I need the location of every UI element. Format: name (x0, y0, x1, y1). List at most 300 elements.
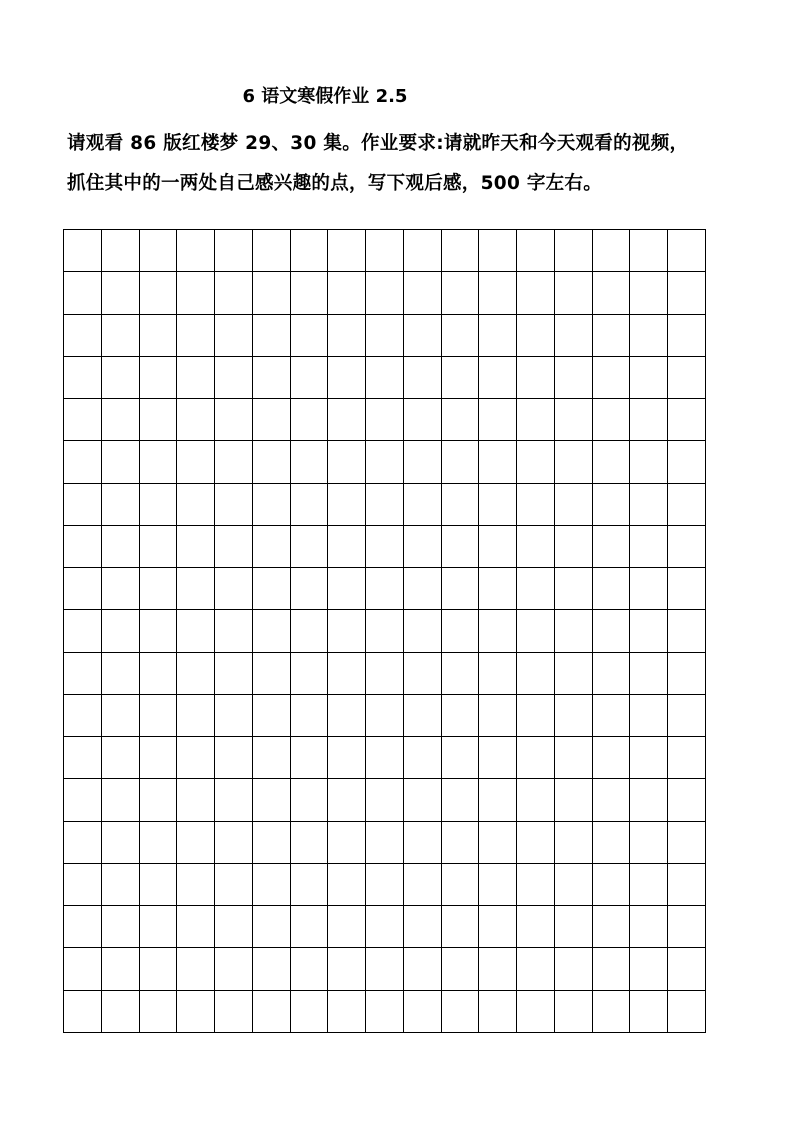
grid-cell[interactable] (215, 653, 253, 695)
grid-cell[interactable] (593, 315, 631, 357)
grid-cell[interactable] (64, 357, 102, 399)
grid-cell[interactable] (668, 906, 706, 948)
grid-cell[interactable] (64, 864, 102, 906)
grid-cell[interactable] (102, 568, 140, 610)
grid-cell[interactable] (253, 991, 291, 1033)
grid-cell[interactable] (177, 484, 215, 526)
grid-cell[interactable] (593, 272, 631, 314)
grid-cell[interactable] (517, 272, 555, 314)
grid-cell[interactable] (366, 399, 404, 441)
grid-cell[interactable] (177, 441, 215, 483)
grid-cell[interactable] (328, 737, 366, 779)
grid-cell[interactable] (517, 610, 555, 652)
grid-cell[interactable] (64, 695, 102, 737)
grid-cell[interactable] (479, 230, 517, 272)
grid-cell[interactable] (517, 948, 555, 990)
grid-cell[interactable] (479, 906, 517, 948)
grid-cell[interactable] (517, 526, 555, 568)
grid-cell[interactable] (517, 991, 555, 1033)
grid-cell[interactable] (328, 864, 366, 906)
grid-cell[interactable] (668, 991, 706, 1033)
grid-cell[interactable] (479, 737, 517, 779)
grid-cell[interactable] (102, 484, 140, 526)
grid-cell[interactable] (253, 526, 291, 568)
grid-cell[interactable] (291, 864, 329, 906)
grid-cell[interactable] (442, 991, 480, 1033)
grid-cell[interactable] (555, 864, 593, 906)
grid-cell[interactable] (517, 315, 555, 357)
grid-cell[interactable] (215, 737, 253, 779)
grid-cell[interactable] (253, 906, 291, 948)
grid-cell[interactable] (102, 864, 140, 906)
grid-cell[interactable] (140, 822, 178, 864)
grid-cell[interactable] (404, 991, 442, 1033)
grid-cell[interactable] (140, 695, 178, 737)
grid-cell[interactable] (517, 230, 555, 272)
grid-cell[interactable] (517, 357, 555, 399)
grid-cell[interactable] (253, 568, 291, 610)
grid-cell[interactable] (668, 568, 706, 610)
grid-cell[interactable] (555, 526, 593, 568)
grid-cell[interactable] (328, 822, 366, 864)
grid-cell[interactable] (177, 737, 215, 779)
grid-cell[interactable] (102, 822, 140, 864)
grid-cell[interactable] (215, 230, 253, 272)
grid-cell[interactable] (479, 441, 517, 483)
grid-cell[interactable] (64, 822, 102, 864)
grid-cell[interactable] (630, 737, 668, 779)
grid-cell[interactable] (555, 610, 593, 652)
grid-cell[interactable] (328, 230, 366, 272)
grid-cell[interactable] (404, 230, 442, 272)
grid-cell[interactable] (404, 653, 442, 695)
grid-cell[interactable] (140, 526, 178, 568)
grid-cell[interactable] (593, 399, 631, 441)
grid-cell[interactable] (177, 272, 215, 314)
grid-cell[interactable] (517, 653, 555, 695)
grid-cell[interactable] (328, 272, 366, 314)
grid-cell[interactable] (177, 653, 215, 695)
grid-cell[interactable] (140, 230, 178, 272)
grid-cell[interactable] (479, 779, 517, 821)
grid-cell[interactable] (291, 357, 329, 399)
grid-cell[interactable] (366, 737, 404, 779)
grid-cell[interactable] (102, 779, 140, 821)
grid-cell[interactable] (404, 737, 442, 779)
grid-cell[interactable] (479, 695, 517, 737)
grid-cell[interactable] (404, 864, 442, 906)
grid-cell[interactable] (630, 948, 668, 990)
grid-cell[interactable] (593, 948, 631, 990)
grid-cell[interactable] (593, 779, 631, 821)
grid-cell[interactable] (517, 864, 555, 906)
grid-cell[interactable] (291, 653, 329, 695)
grid-cell[interactable] (593, 822, 631, 864)
grid-cell[interactable] (442, 357, 480, 399)
grid-cell[interactable] (668, 230, 706, 272)
grid-cell[interactable] (442, 948, 480, 990)
grid-cell[interactable] (630, 441, 668, 483)
grid-cell[interactable] (64, 779, 102, 821)
grid-cell[interactable] (630, 568, 668, 610)
grid-cell[interactable] (555, 484, 593, 526)
grid-cell[interactable] (328, 779, 366, 821)
grid-cell[interactable] (177, 526, 215, 568)
grid-cell[interactable] (102, 991, 140, 1033)
grid-cell[interactable] (517, 822, 555, 864)
grid-cell[interactable] (442, 653, 480, 695)
grid-cell[interactable] (630, 484, 668, 526)
grid-cell[interactable] (291, 906, 329, 948)
grid-cell[interactable] (630, 357, 668, 399)
grid-cell[interactable] (668, 610, 706, 652)
grid-cell[interactable] (102, 441, 140, 483)
grid-cell[interactable] (253, 779, 291, 821)
grid-cell[interactable] (328, 568, 366, 610)
grid-cell[interactable] (253, 272, 291, 314)
grid-cell[interactable] (140, 948, 178, 990)
grid-cell[interactable] (442, 568, 480, 610)
grid-cell[interactable] (479, 484, 517, 526)
grid-cell[interactable] (479, 948, 517, 990)
grid-cell[interactable] (291, 822, 329, 864)
grid-cell[interactable] (64, 315, 102, 357)
grid-cell[interactable] (177, 822, 215, 864)
grid-cell[interactable] (630, 695, 668, 737)
grid-cell[interactable] (593, 695, 631, 737)
grid-cell[interactable] (253, 315, 291, 357)
grid-cell[interactable] (102, 272, 140, 314)
grid-cell[interactable] (404, 822, 442, 864)
grid-cell[interactable] (64, 230, 102, 272)
grid-cell[interactable] (442, 441, 480, 483)
grid-cell[interactable] (555, 230, 593, 272)
grid-cell[interactable] (215, 906, 253, 948)
grid-cell[interactable] (328, 484, 366, 526)
grid-cell[interactable] (630, 610, 668, 652)
grid-cell[interactable] (593, 864, 631, 906)
grid-cell[interactable] (253, 610, 291, 652)
grid-cell[interactable] (442, 610, 480, 652)
grid-cell[interactable] (328, 653, 366, 695)
grid-cell[interactable] (479, 526, 517, 568)
grid-cell[interactable] (517, 779, 555, 821)
grid-cell[interactable] (140, 568, 178, 610)
grid-cell[interactable] (404, 357, 442, 399)
grid-cell[interactable] (555, 357, 593, 399)
grid-cell[interactable] (404, 484, 442, 526)
grid-cell[interactable] (479, 568, 517, 610)
grid-cell[interactable] (593, 484, 631, 526)
grid-cell[interactable] (140, 610, 178, 652)
grid-cell[interactable] (215, 484, 253, 526)
grid-cell[interactable] (517, 906, 555, 948)
grid-cell[interactable] (215, 864, 253, 906)
grid-cell[interactable] (630, 822, 668, 864)
grid-cell[interactable] (140, 357, 178, 399)
grid-cell[interactable] (215, 526, 253, 568)
grid-cell[interactable] (668, 357, 706, 399)
grid-cell[interactable] (668, 737, 706, 779)
grid-cell[interactable] (64, 737, 102, 779)
grid-cell[interactable] (177, 991, 215, 1033)
grid-cell[interactable] (517, 399, 555, 441)
grid-cell[interactable] (215, 399, 253, 441)
grid-cell[interactable] (328, 526, 366, 568)
grid-cell[interactable] (555, 822, 593, 864)
grid-cell[interactable] (479, 610, 517, 652)
grid-cell[interactable] (668, 948, 706, 990)
grid-cell[interactable] (479, 315, 517, 357)
grid-cell[interactable] (442, 906, 480, 948)
grid-cell[interactable] (630, 399, 668, 441)
grid-cell[interactable] (479, 272, 517, 314)
grid-cell[interactable] (366, 357, 404, 399)
grid-cell[interactable] (215, 779, 253, 821)
grid-cell[interactable] (64, 906, 102, 948)
grid-cell[interactable] (479, 991, 517, 1033)
grid-cell[interactable] (215, 357, 253, 399)
grid-cell[interactable] (630, 272, 668, 314)
grid-cell[interactable] (177, 864, 215, 906)
grid-cell[interactable] (64, 272, 102, 314)
grid-cell[interactable] (404, 441, 442, 483)
grid-cell[interactable] (215, 948, 253, 990)
grid-cell[interactable] (366, 230, 404, 272)
grid-cell[interactable] (517, 484, 555, 526)
grid-cell[interactable] (291, 526, 329, 568)
grid-cell[interactable] (102, 610, 140, 652)
grid-cell[interactable] (668, 272, 706, 314)
grid-cell[interactable] (442, 272, 480, 314)
grid-cell[interactable] (64, 484, 102, 526)
grid-cell[interactable] (366, 948, 404, 990)
grid-cell[interactable] (630, 779, 668, 821)
grid-cell[interactable] (215, 695, 253, 737)
grid-cell[interactable] (404, 568, 442, 610)
grid-cell[interactable] (366, 864, 404, 906)
grid-cell[interactable] (366, 272, 404, 314)
grid-cell[interactable] (291, 948, 329, 990)
grid-cell[interactable] (291, 272, 329, 314)
grid-cell[interactable] (593, 526, 631, 568)
grid-cell[interactable] (668, 399, 706, 441)
grid-cell[interactable] (291, 695, 329, 737)
grid-cell[interactable] (64, 526, 102, 568)
grid-cell[interactable] (64, 991, 102, 1033)
grid-cell[interactable] (555, 737, 593, 779)
grid-cell[interactable] (593, 230, 631, 272)
grid-cell[interactable] (102, 526, 140, 568)
grid-cell[interactable] (517, 695, 555, 737)
grid-cell[interactable] (668, 315, 706, 357)
grid-cell[interactable] (140, 737, 178, 779)
grid-cell[interactable] (593, 441, 631, 483)
grid-cell[interactable] (253, 357, 291, 399)
grid-cell[interactable] (215, 822, 253, 864)
grid-cell[interactable] (140, 272, 178, 314)
grid-cell[interactable] (366, 526, 404, 568)
grid-cell[interactable] (140, 399, 178, 441)
grid-cell[interactable] (140, 906, 178, 948)
grid-cell[interactable] (668, 526, 706, 568)
grid-cell[interactable] (215, 610, 253, 652)
grid-cell[interactable] (593, 737, 631, 779)
grid-cell[interactable] (366, 779, 404, 821)
grid-cell[interactable] (102, 230, 140, 272)
grid-cell[interactable] (555, 399, 593, 441)
grid-cell[interactable] (517, 568, 555, 610)
grid-cell[interactable] (593, 906, 631, 948)
grid-cell[interactable] (215, 441, 253, 483)
grid-cell[interactable] (291, 399, 329, 441)
grid-cell[interactable] (668, 695, 706, 737)
grid-cell[interactable] (177, 695, 215, 737)
grid-cell[interactable] (404, 272, 442, 314)
grid-cell[interactable] (177, 357, 215, 399)
grid-cell[interactable] (177, 779, 215, 821)
grid-cell[interactable] (140, 779, 178, 821)
grid-cell[interactable] (366, 695, 404, 737)
grid-cell[interactable] (668, 653, 706, 695)
grid-cell[interactable] (630, 315, 668, 357)
grid-cell[interactable] (291, 991, 329, 1033)
grid-cell[interactable] (442, 484, 480, 526)
grid-cell[interactable] (442, 526, 480, 568)
grid-cell[interactable] (555, 906, 593, 948)
grid-cell[interactable] (102, 906, 140, 948)
grid-cell[interactable] (555, 568, 593, 610)
grid-cell[interactable] (177, 399, 215, 441)
grid-cell[interactable] (404, 695, 442, 737)
grid-cell[interactable] (102, 737, 140, 779)
grid-cell[interactable] (291, 484, 329, 526)
grid-cell[interactable] (177, 610, 215, 652)
grid-cell[interactable] (593, 610, 631, 652)
grid-cell[interactable] (366, 822, 404, 864)
grid-cell[interactable] (328, 399, 366, 441)
grid-cell[interactable] (64, 948, 102, 990)
grid-cell[interactable] (366, 441, 404, 483)
grid-cell[interactable] (404, 610, 442, 652)
grid-cell[interactable] (479, 399, 517, 441)
grid-cell[interactable] (366, 610, 404, 652)
grid-cell[interactable] (442, 230, 480, 272)
grid-cell[interactable] (253, 230, 291, 272)
grid-cell[interactable] (442, 315, 480, 357)
grid-cell[interactable] (253, 737, 291, 779)
grid-cell[interactable] (366, 484, 404, 526)
grid-cell[interactable] (593, 357, 631, 399)
grid-cell[interactable] (253, 864, 291, 906)
grid-cell[interactable] (404, 315, 442, 357)
grid-cell[interactable] (593, 568, 631, 610)
grid-cell[interactable] (102, 948, 140, 990)
grid-cell[interactable] (291, 441, 329, 483)
grid-cell[interactable] (253, 948, 291, 990)
grid-cell[interactable] (291, 737, 329, 779)
grid-cell[interactable] (366, 991, 404, 1033)
grid-cell[interactable] (140, 991, 178, 1033)
grid-cell[interactable] (328, 441, 366, 483)
grid-cell[interactable] (253, 695, 291, 737)
grid-cell[interactable] (140, 864, 178, 906)
grid-cell[interactable] (668, 484, 706, 526)
grid-cell[interactable] (630, 526, 668, 568)
grid-cell[interactable] (366, 568, 404, 610)
grid-cell[interactable] (215, 272, 253, 314)
grid-cell[interactable] (442, 695, 480, 737)
grid-cell[interactable] (291, 779, 329, 821)
grid-cell[interactable] (102, 653, 140, 695)
grid-cell[interactable] (404, 526, 442, 568)
grid-cell[interactable] (177, 948, 215, 990)
grid-cell[interactable] (442, 864, 480, 906)
grid-cell[interactable] (64, 653, 102, 695)
grid-cell[interactable] (442, 779, 480, 821)
grid-cell[interactable] (253, 653, 291, 695)
grid-cell[interactable] (630, 991, 668, 1033)
grid-cell[interactable] (630, 230, 668, 272)
grid-cell[interactable] (555, 695, 593, 737)
grid-cell[interactable] (291, 568, 329, 610)
grid-cell[interactable] (404, 399, 442, 441)
grid-cell[interactable] (64, 568, 102, 610)
grid-cell[interactable] (291, 230, 329, 272)
grid-cell[interactable] (479, 822, 517, 864)
grid-cell[interactable] (253, 441, 291, 483)
grid-cell[interactable] (102, 357, 140, 399)
grid-cell[interactable] (555, 948, 593, 990)
grid-cell[interactable] (328, 991, 366, 1033)
grid-cell[interactable] (555, 315, 593, 357)
grid-cell[interactable] (102, 695, 140, 737)
grid-cell[interactable] (140, 315, 178, 357)
grid-cell[interactable] (328, 315, 366, 357)
grid-cell[interactable] (668, 822, 706, 864)
grid-cell[interactable] (215, 991, 253, 1033)
grid-cell[interactable] (555, 441, 593, 483)
grid-cell[interactable] (328, 695, 366, 737)
grid-cell[interactable] (64, 399, 102, 441)
grid-cell[interactable] (404, 906, 442, 948)
grid-cell[interactable] (630, 906, 668, 948)
grid-cell[interactable] (668, 441, 706, 483)
grid-cell[interactable] (291, 315, 329, 357)
grid-cell[interactable] (668, 779, 706, 821)
grid-cell[interactable] (102, 399, 140, 441)
grid-cell[interactable] (479, 864, 517, 906)
grid-cell[interactable] (479, 357, 517, 399)
grid-cell[interactable] (328, 906, 366, 948)
grid-cell[interactable] (177, 906, 215, 948)
grid-cell[interactable] (517, 441, 555, 483)
grid-cell[interactable] (140, 653, 178, 695)
grid-cell[interactable] (102, 315, 140, 357)
grid-cell[interactable] (630, 653, 668, 695)
grid-cell[interactable] (64, 441, 102, 483)
grid-cell[interactable] (479, 653, 517, 695)
grid-cell[interactable] (630, 864, 668, 906)
grid-cell[interactable] (291, 610, 329, 652)
grid-cell[interactable] (442, 737, 480, 779)
grid-cell[interactable] (555, 779, 593, 821)
grid-cell[interactable] (140, 441, 178, 483)
grid-cell[interactable] (366, 315, 404, 357)
grid-cell[interactable] (253, 484, 291, 526)
grid-cell[interactable] (215, 315, 253, 357)
grid-cell[interactable] (555, 272, 593, 314)
